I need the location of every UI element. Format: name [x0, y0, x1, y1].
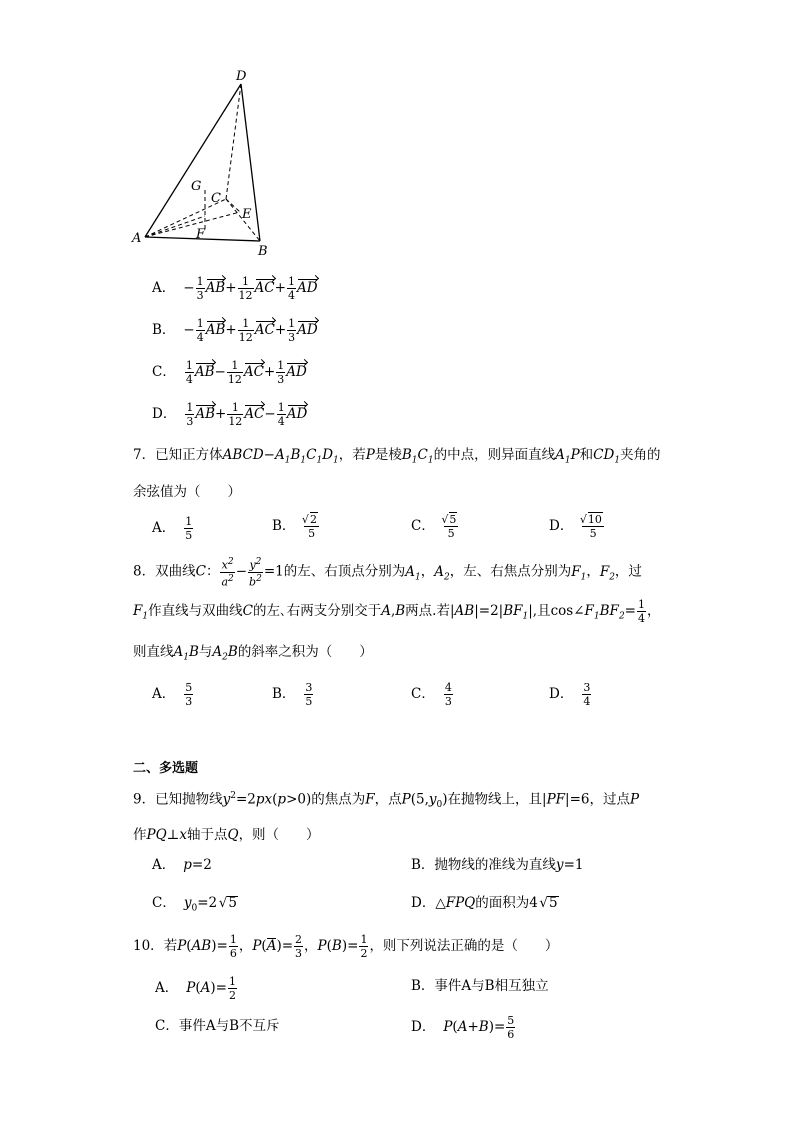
q10-option-d[interactable]: D． P(A+B)= $\frac{5}{6}$: [411, 1014, 515, 1041]
q7-option-d[interactable]: D． √ $\frac{10}{5}$: [549, 512, 605, 540]
q8-stem-line2: $F_1$作直线与双曲线C的左､右两支分别交于A,B两点.若$|AB|=2|BF_1|$,且$\cos\angle F_1BF_2=$ $\frac{1}{4}$ ，: [133, 598, 661, 625]
section-heading-multi-choice: 二、多选题: [133, 761, 199, 776]
q10-stem: 10．若P(AB)= $\frac{1}{6}$ ，P(A)= $\frac{2}{3}$ ，P(B)= $\frac{1}{2}$ ，则下列说法正确的是（ ）: [133, 933, 559, 960]
q8-stem-line3: 则直线$A_1B$与$A_2B$的斜率之积为（ ）: [133, 644, 373, 663]
q7-stem-line1: 7．已知正方体$ABCD-A_1B_1C_1D_1$，若P是棱$B_1C_1$的中点，则异面直线$A_1P$和$CD_1$夹角的: [133, 447, 661, 466]
q8-option-b[interactable]: B． $\frac{3}{5}$: [272, 681, 313, 708]
label-B: B: [258, 244, 268, 259]
q9-option-c[interactable]: C． $y_0=2$ √ 5: [152, 896, 238, 914]
q6-option-c[interactable]: C． $\frac{1}{4}$ AB− $\frac{1}{12}$ AC+ $\frac{1}{3}$ AD: [152, 359, 307, 386]
label-C: C: [211, 191, 221, 206]
q9-option-a[interactable]: A． p=2: [152, 857, 212, 873]
q9-option-d[interactable]: D．△FPQ的面积为4 √ 5: [411, 896, 559, 911]
q10-option-a[interactable]: A． P(A)= $\frac{1}{2}$: [155, 975, 236, 1002]
q8-option-c[interactable]: C． $\frac{4}{3}$: [411, 681, 452, 708]
q8-stem-line1: 8．双曲线C： $\frac{x^2}{a^2}$ − $\frac{y^2}{b^2}$ =1的左、右顶点分别为$A_1$，$A_2$，左、右焦点分别为$F_1$，$F_2$，过: [133, 557, 642, 589]
label-E: E: [242, 207, 252, 222]
q7-option-c[interactable]: C． √ $\frac{5}{5}$: [411, 512, 459, 540]
q10-option-b[interactable]: B．事件A与B相互独立: [411, 978, 549, 994]
q6-option-b[interactable]: B． − $\frac{1}{4}$ AB+ $\frac{1}{12}$ AC+ $\frac{1}{3}$ AD: [152, 317, 318, 344]
label-A: A: [132, 231, 142, 246]
q9-option-b[interactable]: B．抛物线的准线为直线y=1: [411, 857, 584, 873]
q9-stem-line1: 9．已知抛物线$y^2=2px(p>0)$的焦点为F，点$P(5,y_0)$在抛物线上，且|PF|=6，过点P: [133, 791, 640, 811]
label-G: G: [191, 179, 202, 194]
seg-AE: [145, 212, 240, 237]
edge-AD: [145, 84, 241, 237]
q6-option-d[interactable]: D． $\frac{1}{3}$ AB+ $\frac{1}{12}$ AC− $\frac{1}{4}$ AD: [152, 401, 308, 428]
edge-DC: [226, 84, 241, 199]
q8-option-a[interactable]: A． $\frac{5}{3}$: [152, 681, 193, 708]
label-D: D: [236, 69, 247, 84]
q10-option-c[interactable]: C．事件A与B不互斥: [155, 1018, 280, 1034]
q7-stem-line2: 余弦值为（ ）: [133, 484, 241, 500]
q7-option-a[interactable]: A． $\frac{1}{5}$: [152, 515, 193, 542]
label-F: F: [196, 227, 206, 242]
q9-stem-line2: 作PQ⊥x轴于点Q，则（ ）: [133, 827, 320, 843]
q6-option-a[interactable]: A． − $\frac{1}{3}$ AB+ $\frac{1}{12}$ AC+ $\frac{1}{4}$ AD: [152, 275, 318, 302]
tetrahedron-figure: [128, 66, 288, 262]
seg-CE: [226, 199, 240, 212]
q8-option-d[interactable]: D． $\frac{3}{4}$: [549, 681, 591, 708]
q7-option-b[interactable]: B． √ $\frac{2}{5}$: [272, 512, 320, 540]
